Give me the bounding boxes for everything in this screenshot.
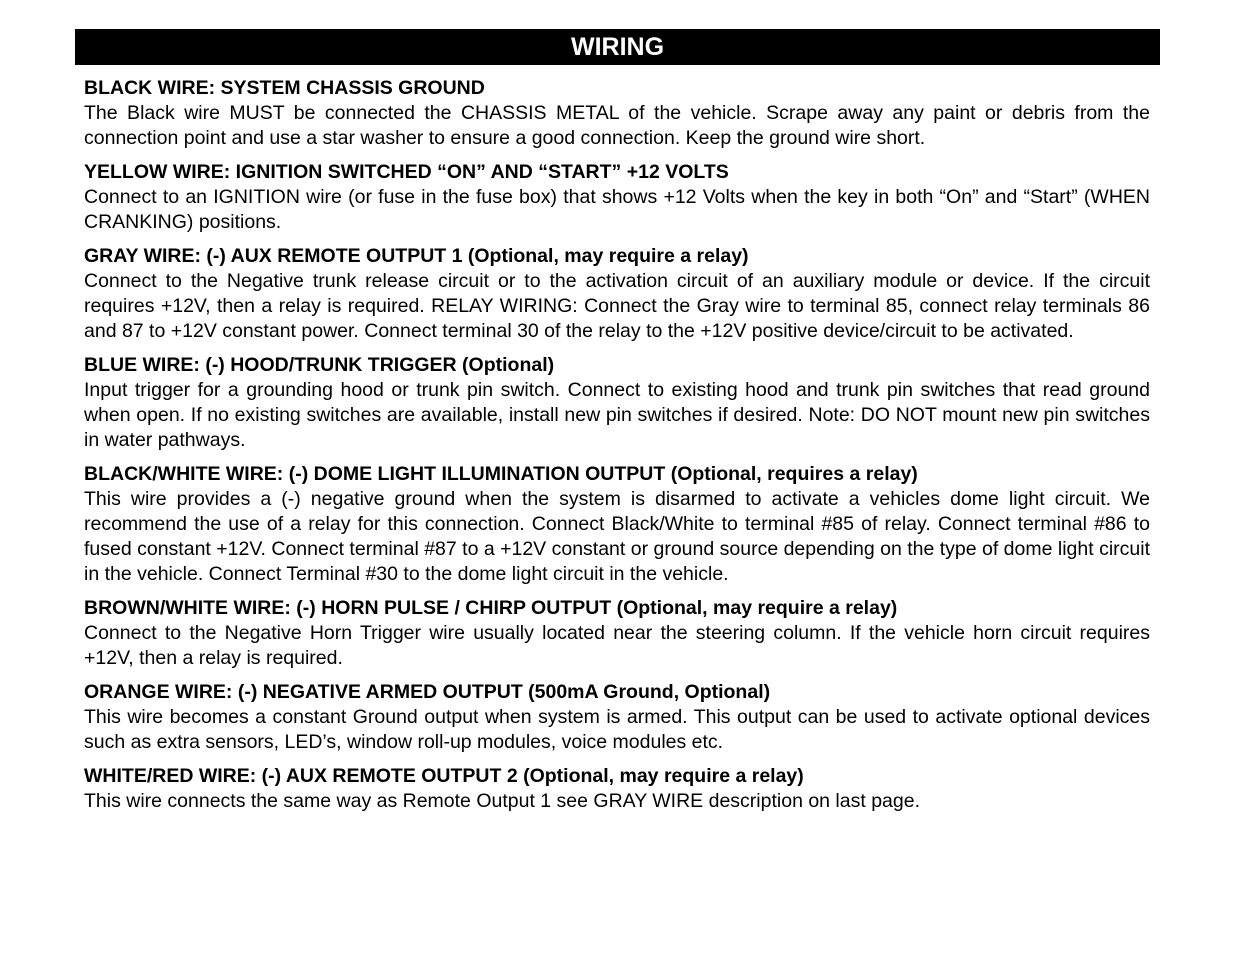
section-heading: BLACK WIRE: SYSTEM CHASSIS GROUND	[84, 77, 485, 99]
section-body: Connect to the Negative trunk release circuit or to the activation circuit of an auxiliary module or device. If the circuit requires +12V, then a relay is required. RELAY WIRING: Connect the Gray wire to terminal 85, connect relay terminals 86 and 87 to +12V constant power. Connect terminal 30 of the relay to the +12V positive device/circuit to be activated.	[84, 270, 1150, 342]
section-heading: WHITE/RED WIRE: (-) AUX REMOTE OUTPUT 2 (Optional, may require a relay)	[84, 765, 804, 787]
section-orange-wire	[84, 680, 1150, 755]
section-body: This wire connects the same way as Remote Output 1 see GRAY WIRE description on last page.	[84, 790, 920, 812]
page-title: WIRING	[75, 29, 1160, 65]
section-body: This wire becomes a constant Ground output when system is armed. This output can be used to activate optional devices such as extra sensors, LED’s, window roll-up modules, voice modules etc.	[84, 706, 1150, 753]
section-body: Connect to the Negative Horn Trigger wire usually located near the steering column. If the vehicle horn circuit requires +12V, then a relay is required.	[84, 622, 1150, 669]
section-body: Input trigger for a grounding hood or trunk pin switch. Connect to existing hood and trunk pin switches that read ground when open. If no existing switches are available, install new pin switches if desired. Note: DO NOT mount new pin switches in water pathways.	[84, 379, 1150, 451]
section-yellow-wire	[84, 160, 1150, 235]
section-heading: BROWN/WHITE WIRE: (-) HORN PULSE / CHIRP OUTPUT (Optional, may require a relay)	[84, 597, 898, 619]
section-heading: ORANGE WIRE: (-) NEGATIVE ARMED OUTPUT (500mA Ground, Optional)	[84, 681, 771, 703]
section-body: This wire provides a (-) negative ground when the system is disarmed to activate a vehicles dome light circuit. We recommend the use of a relay for this connection. Connect Black/White to terminal #85 of relay. Connect terminal #86 to fused constant +12V. Connect terminal #87 to a +12V constant or ground source depending on the type of dome light circuit in the vehicle. Connect Terminal #30 to the dome light circuit in the vehicle.	[84, 488, 1150, 585]
section-body: Connect to an IGNITION wire (or fuse in the fuse box) that shows +12 Volts when the key in both “On” and “Start” (WHEN CRANKING) positions.	[84, 186, 1150, 233]
section-heading: YELLOW WIRE: IGNITION SWITCHED “ON” AND “START” +12 VOLTS	[84, 161, 729, 183]
wiring-instructions	[84, 76, 1150, 823]
section-blue-wire	[84, 353, 1150, 453]
section-heading: GRAY WIRE: (-) AUX REMOTE OUTPUT 1 (Optional, may require a relay)	[84, 245, 749, 267]
section-heading: BLACK/WHITE WIRE: (-) DOME LIGHT ILLUMINATION OUTPUT (Optional, requires a relay)	[84, 463, 918, 485]
section-heading: BLUE WIRE: (-) HOOD/TRUNK TRIGGER (Optional)	[84, 354, 555, 376]
section-white-red-wire	[84, 764, 1150, 814]
section-body: The Black wire MUST be connected the CHASSIS METAL of the vehicle. Scrape away any paint or debris from the connection point and use a star washer to ensure a good connection. Keep the ground wire short.	[84, 102, 1150, 149]
section-black-white-wire	[84, 462, 1150, 587]
section-black-wire	[84, 76, 1150, 151]
section-gray-wire	[84, 244, 1150, 344]
section-brown-white-wire	[84, 596, 1150, 671]
